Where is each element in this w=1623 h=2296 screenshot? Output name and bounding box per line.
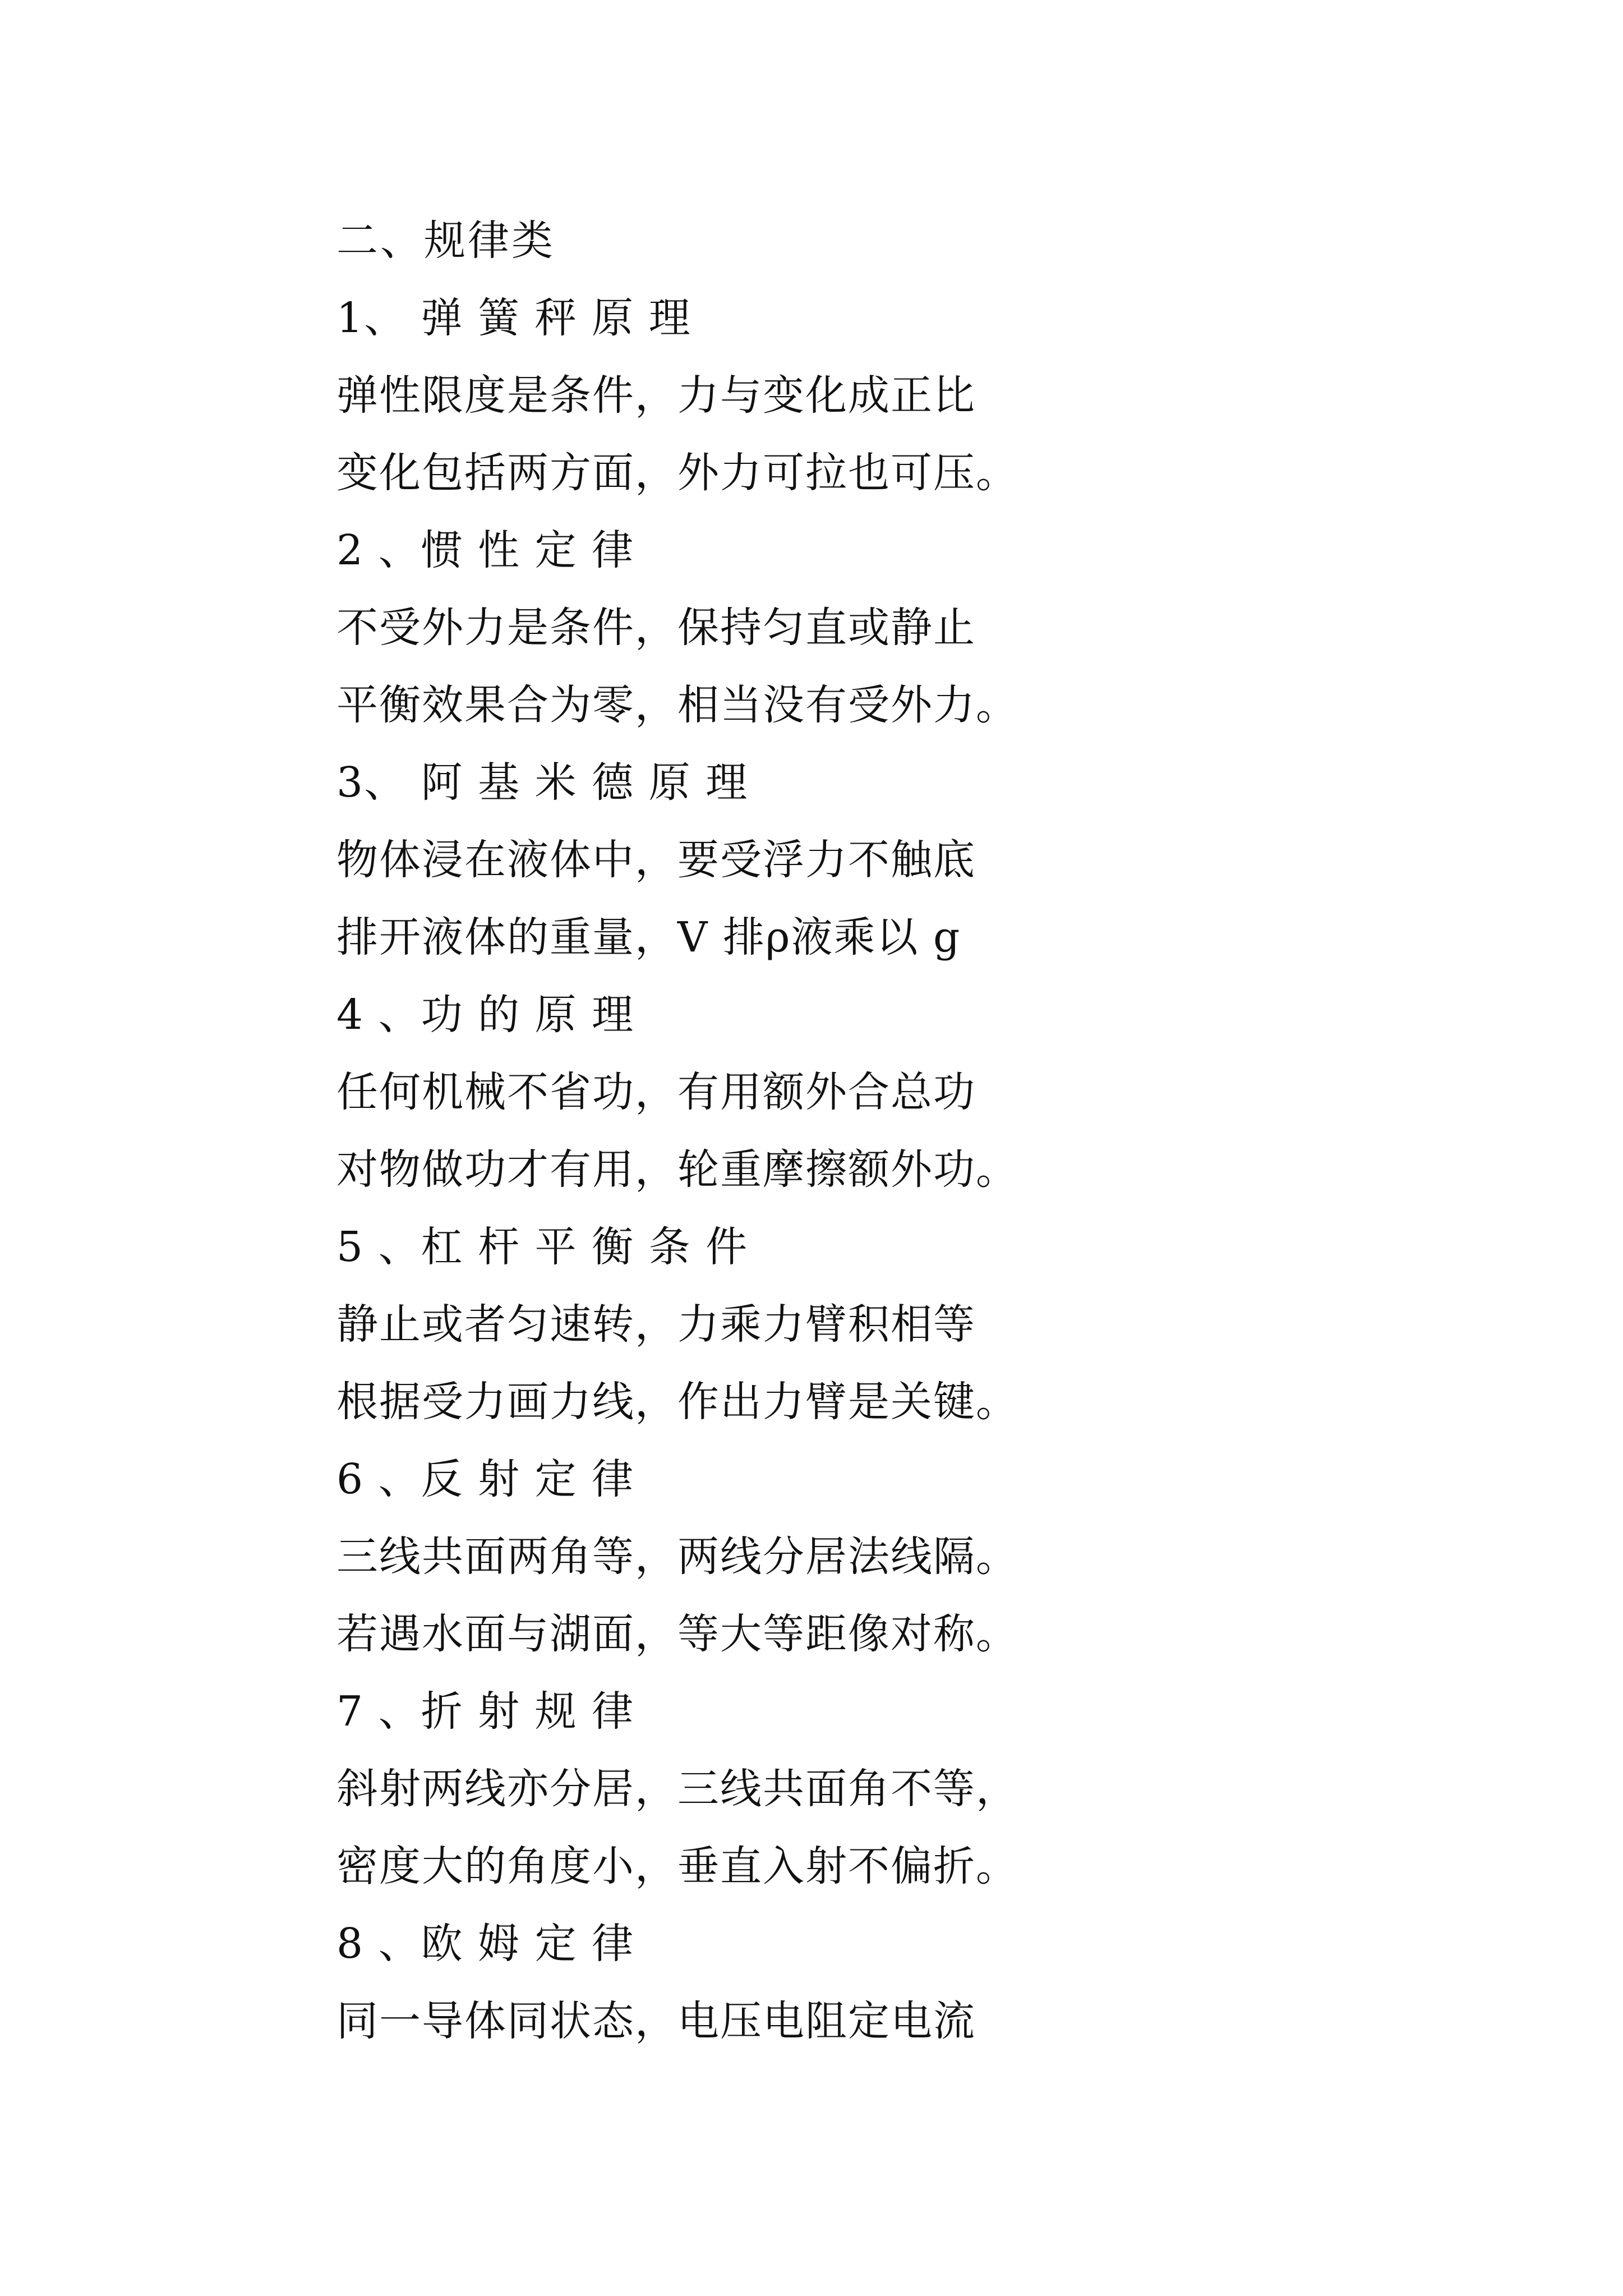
verse-line: 密度大的角度小，垂直入射不偏折。: [336, 1842, 1018, 1890]
heading-archimedes: 3、 阿 基 米 德 原 理: [336, 758, 749, 807]
verse-line: 若遇水面与湖面，等大等距像对称。: [336, 1610, 1018, 1658]
heading-work-principle: 4 、功 的 原 理: [336, 991, 635, 1039]
document-body: [336, 202, 1402, 2060]
heading-ohms-law: 8 、欧 姆 定 律: [336, 1920, 635, 1968]
verse-line: 弹性限度是条件，力与变化成正比: [336, 371, 976, 420]
verse-line: 变化包括两方面，外力可拉也可压。: [336, 449, 1018, 497]
verse-line: 静止或者匀速转，力乘力臂积相等: [336, 1300, 976, 1349]
verse-line: 排开液体的重量，V 排ρ液乘以 g: [336, 913, 961, 961]
verse-line: 同一导体同状态，电压电阻定电流: [336, 1997, 976, 2045]
verse-line: 斜射两线亦分居，三线共面角不等，: [336, 1765, 1018, 1813]
heading-refraction: 7 、折 射 规 律: [336, 1687, 635, 1736]
heading-spring-scale: 1、 弹 簧 秤 原 理: [336, 294, 691, 342]
verse-line: 物体浸在液体中，要受浮力不触底: [336, 836, 976, 884]
heading-lever-balance: 5 、杠 杆 平 衡 条 件: [336, 1223, 749, 1271]
verse-line: 三线共面两角等，两线分居法线隔。: [336, 1533, 1018, 1581]
verse-line: 任何机械不省功，有用额外合总功: [336, 1068, 976, 1116]
heading-inertia: 2 、惯 性 定 律: [336, 526, 635, 574]
section-title: 二、规律类: [336, 217, 555, 265]
verse-line: 不受外力是条件，保持匀直或静止: [336, 604, 976, 652]
verse-line: 根据受力画力线，作出力臂是关键。: [336, 1378, 1018, 1426]
verse-line: 平衡效果合为零，相当没有受外力。: [336, 681, 1018, 729]
verse-line: 对物做功才有用，轮重摩擦额外功。: [336, 1145, 1018, 1194]
heading-reflection: 6 、反 射 定 律: [336, 1455, 635, 1503]
